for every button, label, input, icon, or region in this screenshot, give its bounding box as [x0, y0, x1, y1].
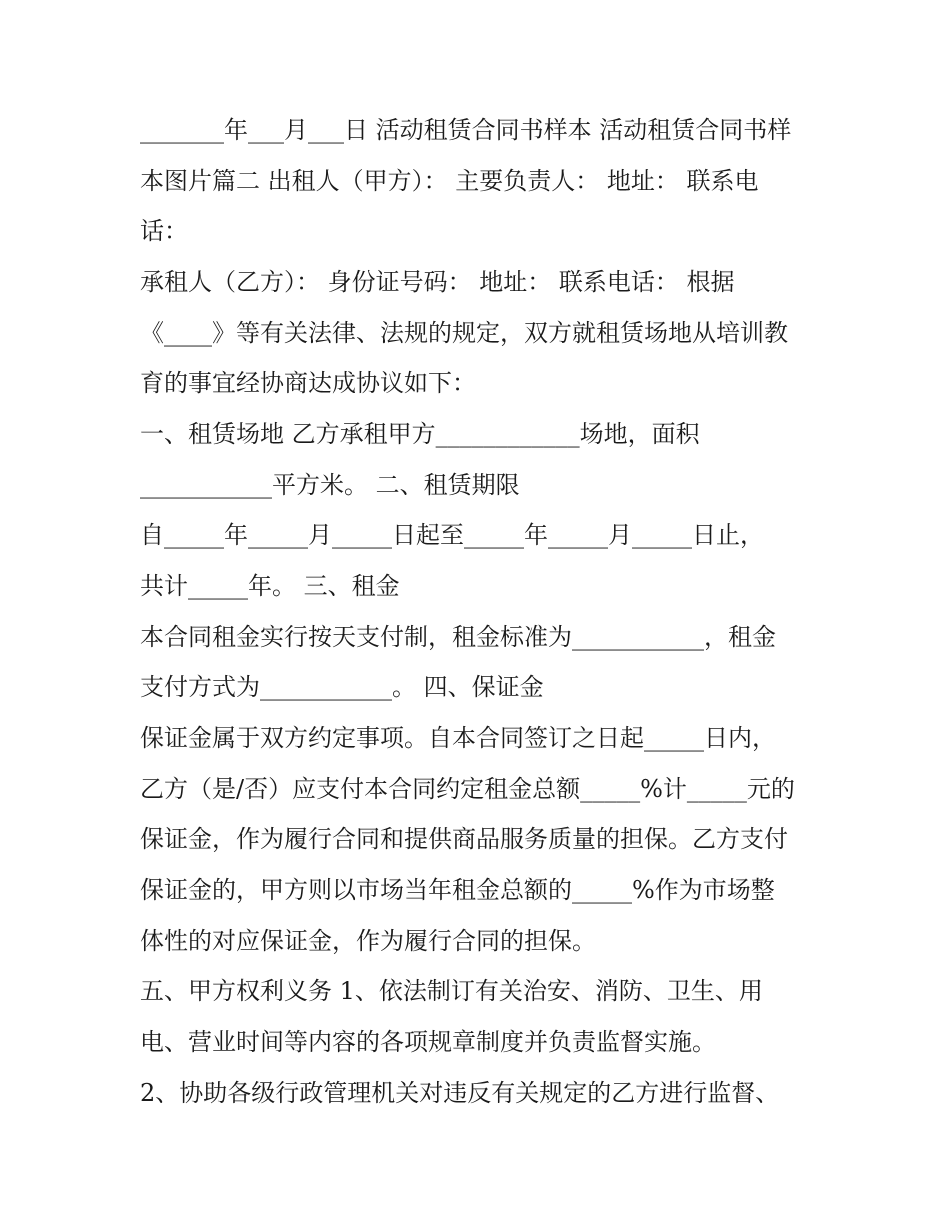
- text-line-6: 育的事宜经协商达成协议如下：: [140, 369, 476, 397]
- text-line-7: 一、租赁场地 乙方承租甲方____________场地，面积: [140, 420, 700, 448]
- text-line-1: _______年___月___日 活动租赁合同书样本 活动租赁合同书样: [140, 116, 792, 144]
- text-line-15: 保证金，作为履行合同和提供商品服务质量的担保。乙方支付: [140, 825, 788, 853]
- text-line-8: ___________平方米。 二、租赁期限: [140, 471, 520, 499]
- text-line-9: 自_____年_____月_____日起至_____年_____月_____日止，: [140, 521, 764, 549]
- text-line-19: 电、营业时间等内容的各项规章制度并负责监督实施。: [140, 1028, 716, 1056]
- text-line-3: 话：: [140, 217, 188, 245]
- text-line-17: 体性的对应保证金，作为履行合同的担保。: [140, 927, 596, 955]
- text-line-14: 乙方（是/否）应支付本合同约定租金总额_____%计_____元的: [140, 775, 795, 803]
- text-line-2: 本图片篇二 出租人（甲方）： 主要负责人： 地址： 联系电: [140, 167, 759, 195]
- text-line-10: 共计_____年。 三、租金: [140, 572, 400, 600]
- text-line-20: 2、协助各级行政管理机关对违反有关规定的乙方进行监督、: [140, 1079, 780, 1107]
- text-line-4: 承租人（乙方）： 身份证号码： 地址： 联系电话： 根据: [140, 268, 735, 296]
- text-line-13: 保证金属于双方约定事项。自本合同签订之日起_____日内，: [140, 724, 776, 752]
- text-line-5: 《____》等有关法律、法规的规定，双方就租赁场地从培训教: [140, 319, 788, 347]
- text-line-18: 五、甲方权利义务 1、依法制订有关治安、消防、卫生、用: [140, 977, 763, 1005]
- text-line-16: 保证金的，甲方则以市场当年租金总额的_____%作为市场整: [140, 876, 775, 904]
- text-line-12: 支付方式为___________。 四、保证金: [140, 673, 544, 701]
- text-line-11: 本合同租金实行按天支付制，租金标准为___________，租金: [140, 623, 776, 651]
